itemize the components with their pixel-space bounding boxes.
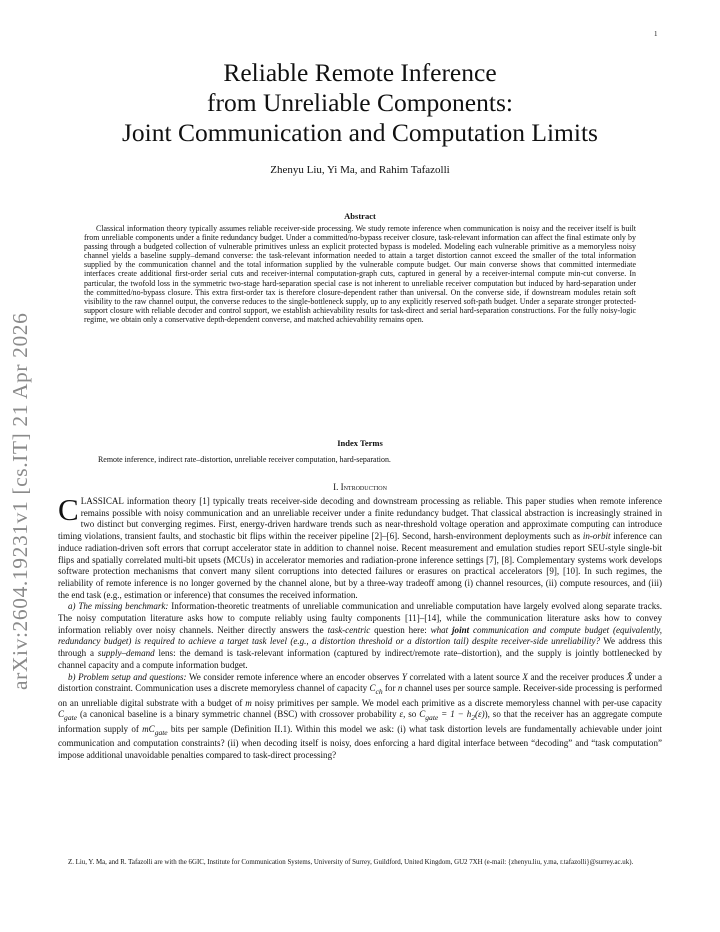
math-equation	[419, 709, 485, 723]
paragraph-label-missing-benchmark: a) The missing benchmark:	[68, 601, 169, 612]
index-terms-heading: Index Terms	[337, 438, 383, 448]
paragraph-2-text-b: question here:	[370, 624, 431, 635]
abstract-heading: Abstract	[344, 211, 376, 221]
p3-text-6: channel uses per source sample. Receiver-side processing is performed on an unreliable digital substrate with a budget of	[58, 683, 663, 708]
math-m-C-gate	[142, 723, 168, 737]
arxiv-identifier-stamp: arXiv:2604.19231v1 [cs.IT] 21 Apr 2026	[8, 312, 32, 690]
question-part-2: communication and compute budget (equivalently, redundancy budget) is required to achieve a target task level (e.g., a distortion threshold or a distortion tail) despite receiver-side unreliability?	[58, 624, 663, 647]
author-affiliation-footnote: Z. Liu, Y. Ma, and R. Tafazolli are with the 6GIC, Institute for Communication Systems, University of Surrey, Guildford, United Kingdom, GU2 7XH (e-mail: {zhenyu.liu, y.ma, r.tafazolli}@surrey.ac.uk).	[68, 859, 634, 866]
paragraph-2-text-c: We address this through a	[58, 636, 662, 659]
p3-text-4: under a distortion constraint. Communication uses a discrete memoryless channel of capacity	[58, 671, 662, 694]
math-C-gate	[58, 709, 78, 723]
p3-text-3: and the receiver produces	[527, 671, 627, 682]
page-number: 1	[654, 30, 658, 38]
paragraph-label-problem-setup: b) Problem setup and questions:	[68, 671, 187, 682]
p3-text-1: We consider remote inference where an encoder observes	[186, 671, 402, 682]
math-m: m	[245, 697, 252, 708]
index-terms-text: Remote inference, indirect rate–distortion, unreliable receiver computation, hard-separation.	[98, 455, 391, 464]
emph-joint: joint	[452, 624, 470, 635]
math-eq-sub-2: 2	[471, 713, 475, 723]
paragraph-2-text-a: Information-theoretic treatments of unreliable communication and unreliable computation have largely evolved along separate tracks. The noisy computation literature asks how to compute reliably using faulty components [11]–[14], while the communication literature asks how to convey information reliably over noisy channels. Neither directly answers the	[58, 601, 663, 635]
math-sub-gate-2: gate	[154, 727, 168, 737]
math-eq-rhs: = 1 − h	[438, 709, 472, 720]
math-Y: Y	[401, 671, 407, 682]
math-eq-lhs: C	[419, 709, 426, 720]
section-heading-introduction	[60, 482, 660, 492]
p3-text-5: for	[382, 683, 398, 694]
math-eq-sub: gate	[425, 713, 439, 723]
math-C-3: C	[148, 723, 155, 734]
math-C: C	[369, 683, 376, 694]
p3-text-10: ), so that the receiver has an aggregate compute information supply of	[58, 709, 662, 734]
emph-task-centric: task-centric	[327, 624, 371, 635]
abstract-text: Classical information theory typically assumes reliable receiver-side processing. We study remote inference when communication is noisy and the receiver itself is built from unreliable components under a finite redundancy budget. Under a committed/no-bypass receiver closure, task-relevant information can affect the final estimate only by passing through a budgeted collection of vulnerable primitives unless an explicit protected bypass is modeled. Modeling each vulnerable primitive as a memoryless noisy channel yields a baseline supply–demand converse: the task-relevant information needed to attain a target distortion cannot exceed the smaller of the total information supplied by the communication channel and the total information supplied by the vulnerable compute budget. Our main converse shows that committed intermediate interfaces create additional first-order serial cuts and receiver-internal computation-graph cuts, captured in general by a receiver-internal compute min-cut converse. In particular, the twofold loss in the symmetric two-stage hard-separation special case is not inherent to unreliable receiver computation but induced by hard-separation under the committed/no-bypass closure. This extra first-order tax is therefore closure-dependent rather than universal. On the converse side, if downstream modules retain soft visibility to the raw channel output, the converse reduces to the single-bottleneck supply, up to any explicitly reserved soft-path budget. Under a separate stronger protected-support closure with reliable decoder and control support, we establish achievability results for task-direct and serial hard-separation constructions. For the fully noisy-logic regime, we obtain only a conservative depth-dependent converse, and matched achievability remains open.	[84, 224, 636, 324]
title-line-2: from Unreliable Components:	[207, 88, 513, 117]
math-n: n	[397, 683, 403, 694]
math-C-2: C	[58, 709, 65, 720]
paragraph-missing-benchmark	[58, 601, 662, 671]
math-epsilon: ε	[399, 709, 404, 720]
p3-text-2: correlated with a latent source	[406, 671, 523, 682]
introduction-body	[58, 492, 663, 762]
p3-text-9: , so	[403, 709, 420, 720]
paragraph-1	[58, 492, 662, 601]
math-C-ch	[369, 683, 383, 697]
math-X: X	[522, 671, 528, 682]
emph-supply-demand: supply–demand	[97, 648, 155, 659]
title-line-1: Reliable Remote Inference	[223, 58, 497, 87]
p3-text-11: bits per sample (Definition II.1). Within this model we ask: (i) what task distortion levels are fundamentally achievable under joint communication and computation constraints? (ii) when decoding itself is noisy, does enforcing a hard digital interface between “decoding” and “task computation” impose additional unavoidable penalties compared to task-direct processing?	[58, 723, 662, 761]
title-line-3: Joint Communication and Computation Limits	[122, 118, 598, 147]
paragraph-2-text-d: lens: the demand is task-relevant information (captured by indirect/remote rate–distortion), and the supply is jointly bottlenecked by channel capacity and a compute information budget.	[58, 648, 662, 670]
math-X-hat: X̂	[626, 671, 633, 682]
math-eq-eps: (ε)	[475, 709, 485, 720]
math-m-2: m	[142, 723, 149, 734]
paragraph-problem-setup	[58, 672, 662, 762]
emph-in-orbit: in-orbit	[582, 531, 611, 542]
p3-text-8: (a canonical baseline is a binary symmetric channel (BSC) with crossover probability	[77, 709, 400, 720]
section-numeral: I.	[333, 482, 341, 492]
section-title: Introduction	[340, 482, 387, 492]
paper-title	[60, 58, 660, 148]
question-part-1: what	[430, 624, 453, 635]
paragraph-1-text-b: inference can induce radiation-driven soft errors that corrupt accelerator state in addition to channel noise. Recent measurement and emulation studies report SEU-style single-bit flips and spatially correlated multi-bit upsets (MCUs) in accelerator memories and radiation-prone inference settings [7], [8]. Complementary systems work develops software protection mechanisms that convert many silent corruptions into detected failures or erasures on practical accelerators [9], [10]. In such regimes, the reliability of remote inference is no longer governed by the channel alone, but by a three-way tradeoff among (i) channel resources, (ii) compute resources, and (iii) the end task (e.g., estimation or inference) that consumes the received information.	[58, 531, 662, 600]
math-sub-gate: gate	[64, 713, 78, 723]
author-list: Zhenyu Liu, Yi Ma, and Rahim Tafazolli	[270, 164, 450, 176]
drop-cap: C	[58, 492, 79, 527]
p3-text-7: noisy primitives per sample. We model each primitive as a discrete memoryless channel with per-use capacity	[251, 697, 662, 708]
math-sub-ch: ch	[375, 687, 383, 697]
paragraph-1-text-a: LASSICAL information theory [1] typically treats receiver-side decoding and downstream processing as reliable. This paper studies when remote inference remains possible with noisy communication and an unreliable receiver under a finite redundancy budget. That classical abstraction is increasingly strained in two distinct but converging regimes. First, energy-driven hardware trends such as near-threshold voltage operation and approximate computing can introduce timing violations, transient faults, and stochastic bit flips within the receiver pipeline [2]–[6]. Second, harsh-environment deployments such as	[58, 496, 662, 542]
